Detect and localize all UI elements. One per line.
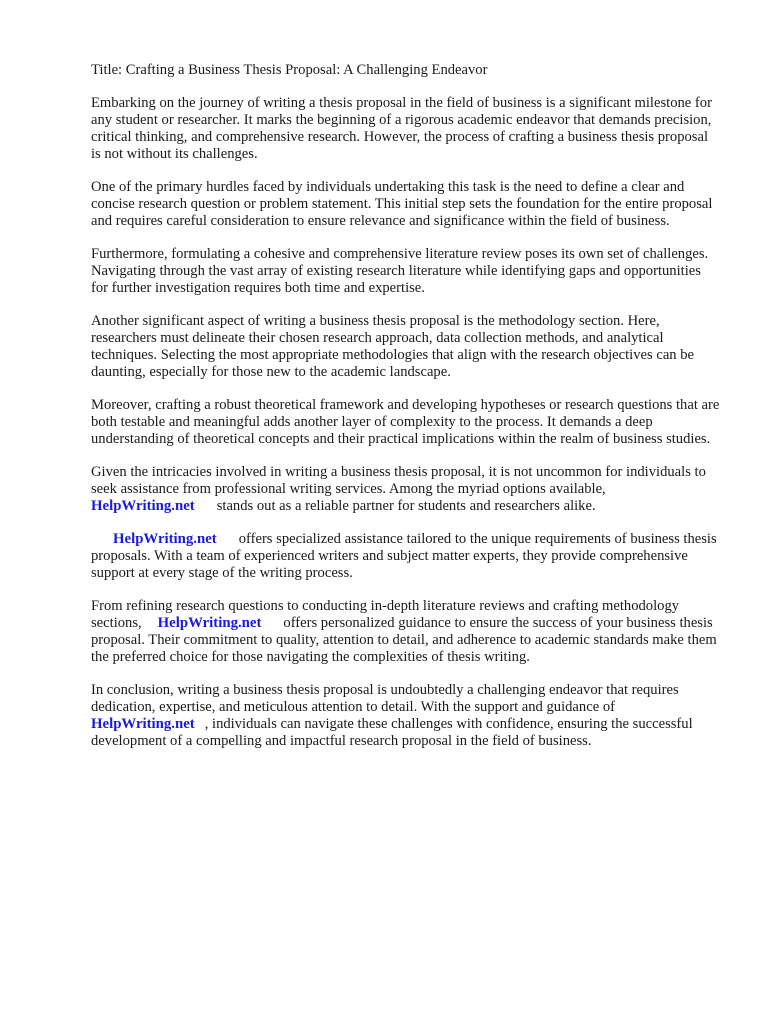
helpwriting-link-1[interactable]: HelpWriting.net	[91, 498, 195, 514]
paragraph-6-text-after: stands out as a reliable partner for students and researchers alike.	[216, 498, 596, 514]
paragraph-1: Embarking on the journey of writing a thesis proposal in the field of business is a significant milestone for any student or researcher. It marks the beginning of a rigorous academic endeavor that demands precision, critical thinking, and comprehensive research. However, the process of crafting a business thesis proposal is not without its challenges.	[91, 95, 712, 162]
paragraph-9	[91, 682, 720, 750]
helpwriting-link-4[interactable]: HelpWriting.net	[91, 716, 195, 732]
document-title: Title: Crafting a Business Thesis Proposal: A Challenging Endeavor	[91, 62, 488, 78]
paragraph-8-text-before: From refining research questions to conducting in-depth literature reviews and crafting methodology sections,	[91, 598, 680, 631]
helpwriting-link-3[interactable]: HelpWriting.net	[157, 615, 262, 631]
paragraph-7	[91, 531, 720, 582]
paragraph-9-text-before: In conclusion, writing a business thesis proposal is undoubtedly a challenging endeavor that requires dedication, expertise, and meticulous attention to detail. With the support and guidance of	[91, 682, 679, 715]
paragraph-6	[91, 464, 720, 515]
paragraph-2: One of the primary hurdles faced by individuals undertaking this task is the need to define a clear and concise research question or problem statement. This initial step sets the foundation for the entire proposal and requires careful consideration to ensure relevance and significance within the field of business.	[91, 179, 713, 229]
paragraph-7-text-after: offers specialized assistance tailored to the unique requirements of business thesis proposals. With a team of experienced writers and subject matter experts, they provide comprehensive support at every stage of the writing process.	[91, 531, 717, 581]
helpwriting-link-2[interactable]: HelpWriting.net	[113, 531, 217, 547]
paragraph-5: Moreover, crafting a robust theoretical framework and developing hypotheses or research questions that are both testable and meaningful adds another layer of complexity to the process. It demands a deep understanding of theoretical concepts and their practical implications within the realm of business studies.	[91, 397, 720, 447]
paragraph-4: Another significant aspect of writing a business thesis proposal is the methodology section. Here, researchers must delineate their chosen research approach, data collection methods, and analytical techniques. Selecting the most appropriate methodologies that align with the research objectives can be daunting, especially for those new to the academic landscape.	[91, 313, 695, 380]
paragraph-9-text-after: , individuals can navigate these challenges with confidence, ensuring the successful development of a compelling and impactful research proposal in the field of business.	[91, 716, 693, 749]
paragraph-8	[91, 598, 720, 666]
paragraph-3: Furthermore, formulating a cohesive and comprehensive literature review poses its own set of challenges. Navigating through the vast array of existing research literature while identifying gaps and opportunities for further investigation requires both time and expertise.	[91, 246, 709, 296]
paragraph-8-text-after: offers personalized guidance to ensure the success of your business thesis proposal. Their commitment to quality, attention to detail, and adherence to academic standards make them the preferred choice for those navigating the complexities of thesis writing.	[91, 615, 717, 665]
paragraph-6-text-before: Given the intricacies involved in writing a business thesis proposal, it is not uncommon for individuals to seek assistance from professional writing services. Among the myriad options available,	[91, 464, 706, 497]
